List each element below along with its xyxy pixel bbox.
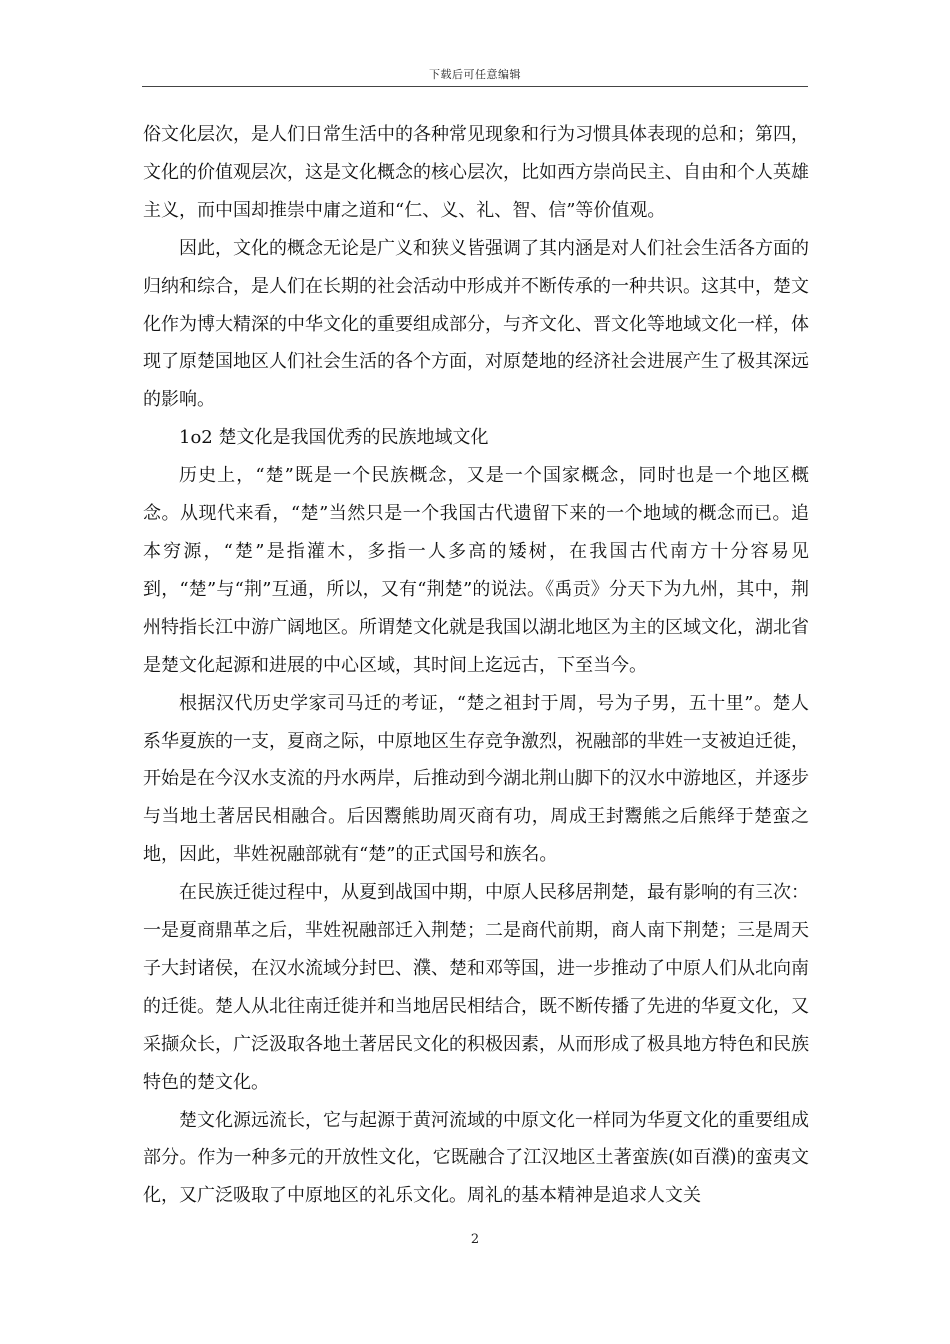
- page-header: 下载后可任意编辑: [429, 68, 521, 81]
- paragraph: 楚文化源远流长，它与起源于黄河流域的中原文化一样同为华夏文化的重要组成部分。作为一种多元的开放性文化，它既融合了江汉地区土著蛮族(如百濮)的蛮夷文化，又广泛吸取了中原地区的礼乐文化。周礼的基本精神是追求人文关: [143, 1109, 809, 1207]
- body-text: [143, 116, 809, 1215]
- page-number: 2: [470, 1232, 480, 1247]
- paragraph: 在民族迁徙过程中，从夏到战国中期，中原人民移居荆楚，最有影响的有三次：一是夏商鼎革之后，芈姓祝融部迁入荆楚；二是商代前期，商人南下荆楚；三是周天子大封诸侯，在汉水流域分封巴、濮、楚和邓等国，进一步推动了中原人们从北向南的迁徙。楚人从北往南迁徙并和当地居民相结合，既不断传播了先进的华夏文化，又采撷众长，广泛汲取各地土著居民文化的积极因素，从而形成了极具地方特色和民族特色的楚文化。: [143, 882, 809, 1093]
- paragraph: 历史上，“楚”既是一个民族概念，又是一个国家概念，同时也是一个地区概念。从现代来看，“楚”当然只是一个我国古代遗留下来的一个地域的概念而已。追本穷源，“楚”是指灌木，多指一人多高的矮树，在我国古代南方十分容易见到，“楚”与“荆”互通，所以，又有“荆楚”的说法。《禹贡》分天下为九州，其中，荆州特指长江中游广阔地区。所谓楚文化就是我国以湖北地区为主的区域文化，湖北省是楚文化起源和进展的中心区域，其时间上迄远古，下至当今。: [143, 465, 809, 676]
- paragraph: 根据汉代历史学家司马迁的考证，“楚之祖封于周，号为子男，五十里”。楚人系华夏族的一支，夏商之际，中原地区生存竞争激烈，祝融部的芈姓一支被迫迁徙，开始是在今汉水支流的丹水两岸，后推动到今湖北荆山脚下的汉水中游地区，并逐步与当地土著居民相融合。后因鬻熊助周灭商有功，周成王封鬻熊之后熊绎于楚蛮之地，因此，芈姓祝融部就有“楚”的正式国号和族名。: [143, 692, 809, 866]
- paragraph: 俗文化层次，是人们日常生活中的各种常见现象和行为习惯具体表现的总和；第四，文化的价值观层次，这是文化概念的核心层次，比如西方崇尚民主、自由和个人英雄主义，而中国却推崇中庸之道和“仁、义、礼、智、信”等价值观。: [143, 124, 809, 221]
- header-rule: [142, 86, 808, 87]
- paragraph: 因此，文化的概念无论是广义和狭义皆强调了其内涵是对人们社会生活各方面的归纳和综合，是人们在长期的社会活动中形成并不断传承的一种共识。这其中，楚文化作为博大精深的中华文化的重要组成部分，与齐文化、晋文化等地域文化一样，体现了原楚国地区人们社会生活的各个方面，对原楚地的经济社会进展产生了极其深远的影响。: [143, 237, 809, 411]
- section-heading: 1o2 楚文化是我国优秀的民族地域文化: [179, 427, 489, 449]
